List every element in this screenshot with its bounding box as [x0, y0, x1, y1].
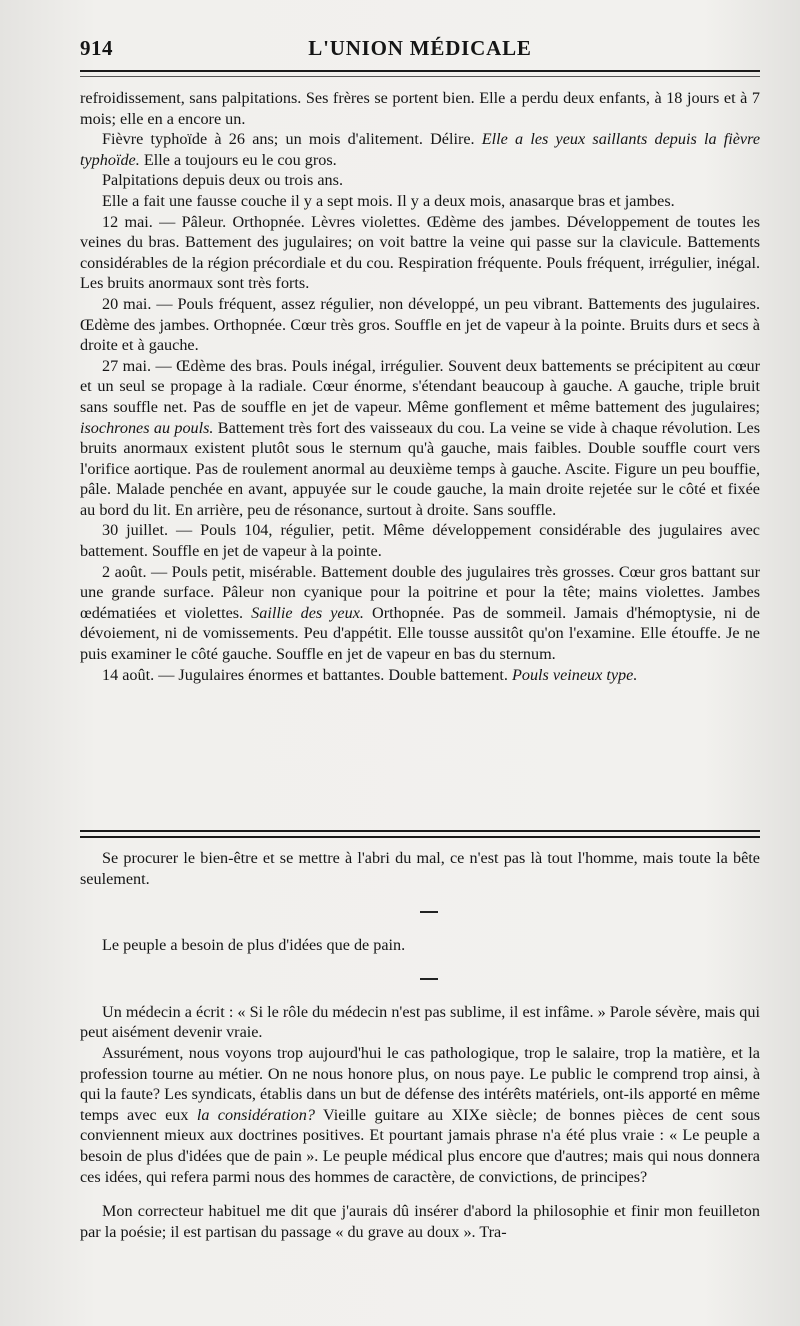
italic-text: Elle a les yeux saillants depuis la fièvre typhoïde. — [80, 130, 761, 169]
paragraph-text: Vieille guitare au XIXe siècle; de bonnes pièces de cent sous conviennent mieux aux doctrines positives. Et pourtant jamais phrase n'a été plus vraie : « Le peuple a besoin de plus d'idées que de pain ». Le peuple médical plus encore que d'autres; mais qui nous donnera ces idées, qui refera parmi nous des hommes de caractère, de convictions, de principes? — [80, 1105, 760, 1186]
observation-paragraph — [80, 191, 760, 212]
page-number: 914 — [80, 36, 113, 60]
observation-paragraph — [80, 129, 760, 170]
paragraph-text: 30 juillet. — Pouls 104, régulier, petit. Même développement considérable des jugulaires avec battement. Souffle en jet de vapeur à la pointe. — [80, 521, 760, 561]
feuilleton-rule-top — [80, 830, 760, 832]
paragraph-text: 14 août. — Jugulaires énormes et battantes. Double battement. — [102, 665, 512, 684]
paragraph-text: Orthopnée. Pas de sommeil. Jamais d'hémoptysie, ni de dévoiement, ni de vomissements. Peu d'appétit. Elle tousse aussitôt qu'on l'examine. Elle étouffe. Je ne puis examiner le côté gauche. Souffle en jet de vapeur en bas du sternum. — [80, 603, 760, 664]
paragraph-text: 2 août. — Pouls petit, misérable. Battement double des jugulaires très grosses. Cœur gros battant sur une grande surface. Pâleur non cyanique pour la poitrine et pour la tête; mains violettes. Jambes œdématiées et violettes. — [80, 562, 760, 622]
observation-paragraph — [80, 88, 760, 129]
paragraph-text: 12 mai. — Pâleur. Orthopnée. Lèvres violettes. Œdème des jambes. Développement de toutes les veines du bras. Battement des jugulaires; on voit battre la veine qui passe sur la clavicule. Battements considérables de la région précordiale et du cou. Respiration fréquente. Pouls fréquent, irrégulier, inégal. Les bruits anormaux sont très forts. — [80, 212, 760, 293]
italic-text: Saillie des yeux. — [251, 603, 364, 622]
observation-paragraph — [80, 212, 760, 294]
paragraph-text: Battement très fort des vaisseaux du cou. La veine se vide à chaque révolution. Les bruits anormaux existent plutôt sous le sternum qu'à gauche, mais faibles. Double souffle court vers l'orifice aortique. Pas de roulement anormal au deuxième temps à gauche. Ascite. Figure un peu bouffie, pâle. Malade penchée en avant, appuyée sur le coude gauche, la main droite rejetée sur le côté et fixée au bord du lit. En arrière, peu de résonance, surtout à droite. Sans souffle. — [80, 418, 760, 519]
paragraph-gap — [80, 1187, 760, 1201]
observation-paragraph — [80, 665, 760, 686]
header-rule — [80, 70, 760, 72]
header-rule-thin — [80, 76, 760, 77]
separator-dash — [420, 911, 438, 913]
feuilleton-rule-bottom — [80, 836, 760, 838]
observation-paragraph — [80, 562, 760, 665]
feuilleton-paragraph: Un médecin a écrit : « Si le rôle du médecin n'est pas sublime, il est infâme. » Parole sévère, mais qui peut aisément devenir vraie. — [80, 1002, 760, 1042]
feuilleton-paragraph — [80, 1043, 760, 1187]
paragraph-text: Fièvre typhoïde à 26 ans; un mois d'alitement. Délire. — [102, 130, 482, 149]
paragraph-text: Elle a toujours eu le cou gros. — [139, 150, 337, 169]
observation-paragraph — [80, 356, 760, 521]
paragraph-text: 20 mai. — Pouls fréquent, assez régulier, non développé, un peu vibrant. Battements des jugulaires. Œdème des jambes. Orthopnée. Cœur très gros. Souffle en jet de vapeur à la pointe. Bruits durs et secs à droite et à gauche. — [80, 294, 760, 355]
observation-paragraph — [80, 294, 760, 356]
paragraph-text: Elle a fait une fausse couche il y a sept mois. Il y a deux mois, anasarque bras et jambes. — [102, 191, 675, 210]
paragraph-text: Assurément, nous voyons trop aujourd'hui le cas pathologique, trop le salaire, trop la matière, et la profession tourne au métier. On ne nous honore plus, on nous paye. Le public le comprend trop ainsi, à qui la faute? Les syndicats, établis dans un but de défense des intérêts matériels, ont-ils apporté en même temps avec eux — [80, 1043, 760, 1124]
italic-text: isochrones au pouls. — [80, 418, 214, 437]
paragraph-text: 27 mai. — Œdème des bras. Pouls inégal, irrégulier. Souvent deux battements se précipitent au cœur et un seul se propage à la radiale. Cœur énorme, s'étendant beaucoup à gauche. A gauche, triple bruit sans souffle net. Pas de souffle en jet de vapeur. Même gonflement et même battement des jugulaires; — [80, 356, 760, 416]
feuilleton — [80, 848, 760, 1242]
paragraph-italic: la considération? — [196, 1105, 315, 1124]
maxim-one: Se procurer le bien-être et se mettre à l'abri du mal, ce n'est pas là tout l'homme, mais toute la bête seulement. — [80, 849, 760, 888]
feuilleton-paragraph: Mon correcteur habituel me dit que j'aurais dû insérer d'abord la philosophie et finir mon feuilleton par la poésie; il est partisan du passage « du grave au doux ». Tra- — [80, 1202, 760, 1241]
observation-paragraph — [80, 520, 760, 561]
paragraph-text: Palpitations depuis deux ou trois ans. — [102, 171, 343, 190]
page-header — [80, 36, 760, 62]
observation-paragraph — [80, 170, 760, 191]
italic-text: Pouls veineux type. — [511, 665, 638, 684]
separator-dash — [420, 978, 438, 980]
clinical-observation — [80, 88, 760, 685]
maxim-two: Le peuple a besoin de plus d'idées que de pain. — [102, 936, 406, 955]
paragraph-text: refroidissement, sans palpitations. Ses frères se portent bien. Elle a perdu deux enfants, à 18 jours et à 7 mois; elle en a encore un. — [80, 89, 760, 128]
running-head: L'UNION MÉDICALE — [308, 36, 532, 60]
